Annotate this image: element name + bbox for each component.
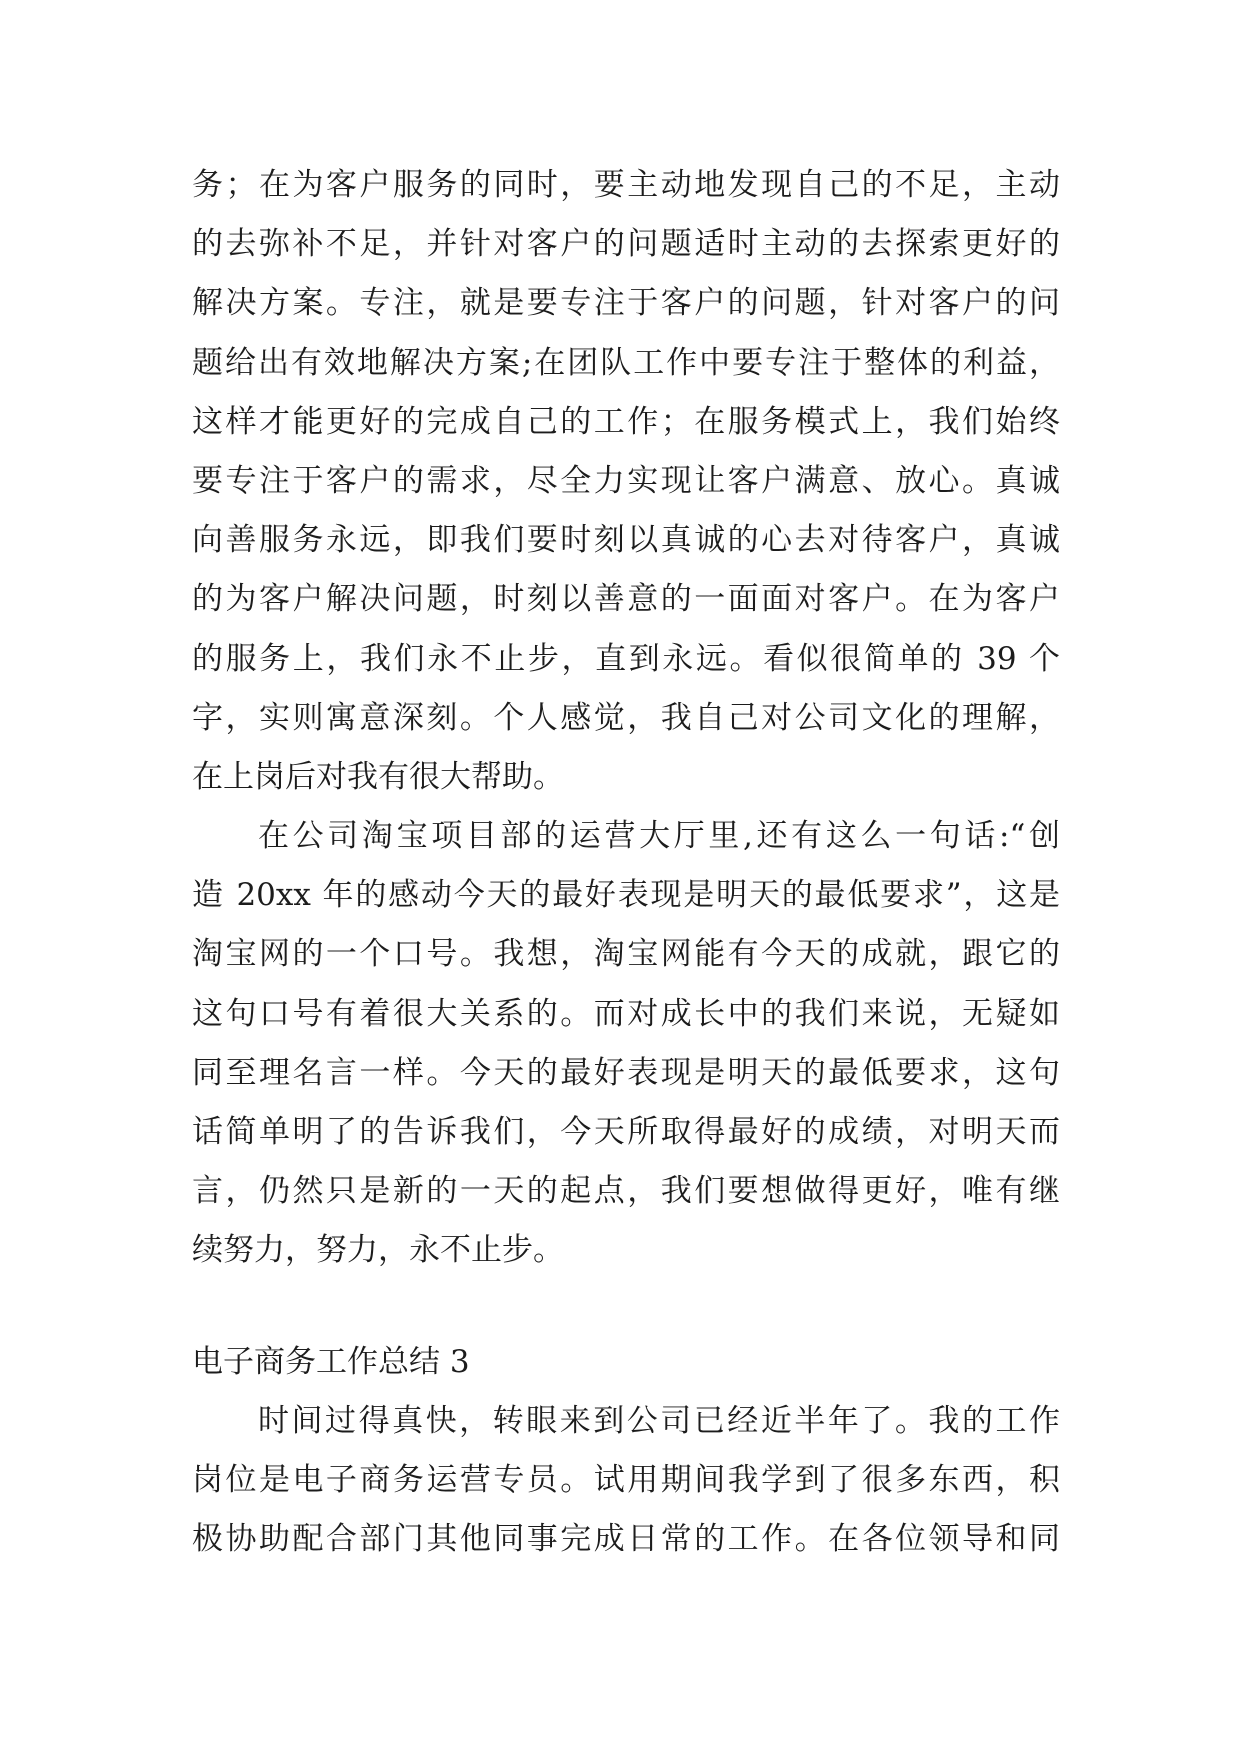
paragraph-2 (192, 807, 1060, 1281)
text-line: 的去弥补不足，并针对客户的问题适时主动的去探索更好的 (192, 226, 1060, 263)
text-line: 向善服务永远，即我们要时刻以真诚的心去对待客户，真诚 (192, 522, 1060, 559)
text-line: 续努力，努力，永不止步。 (192, 1232, 564, 1269)
text-line: 同至理名言一样。今天的最好表现是明天的最低要求，这句 (192, 1054, 1060, 1091)
text-line: 时间过得真快，转眼来到公司已经近半年了。我的工作 (258, 1402, 1060, 1439)
section-heading: 电子商务工作总结 3 (192, 1343, 470, 1380)
text-line: 这样才能更好的完成自己的工作；在服务模式上，我们始终 (192, 403, 1060, 440)
text-line: 务；在为客户服务的同时，要主动地发现自己的不足，主动 (192, 167, 1060, 203)
text-line: 言，仍然只是新的一天的起点，我们要想做得更好，唯有继 (192, 1173, 1060, 1210)
text-line: 极协助配合部门其他同事完成日常的工作。在各位领导和同 (192, 1521, 1060, 1558)
paragraph-3 (192, 1392, 1060, 1570)
text-line: 淘宝网的一个口号。我想，淘宝网能有今天的成就，跟它的 (192, 936, 1060, 973)
paragraph-1 (192, 156, 1060, 807)
text-line: 这句口号有着很大关系的。而对成长中的我们来说，无疑如 (192, 995, 1060, 1032)
text-line: 的为客户解决问题，时刻以善意的一面面对客户。在为客户 (192, 581, 1060, 618)
text-line: 话简单明了的告诉我们，今天所取得最好的成绩，对明天而 (192, 1114, 1060, 1150)
text-line: 岗位是电子商务运营专员。试用期间我学到了很多东西，积 (192, 1461, 1060, 1498)
text-line: 在公司淘宝项目部的运营大厅里,还有这么一句话:“创 (258, 818, 1060, 855)
text-line: 在上岗后对我有很大帮助。 (192, 758, 564, 795)
text-line: 的服务上，我们永不止步，直到永远。看似很简单的 39 个 (192, 640, 1060, 677)
text-line: 要专注于客户的需求，尽全力实现让客户满意、放心。真诚 (192, 462, 1060, 499)
text-line: 字，实则寓意深刻。个人感觉，我自己对公司文化的理解， (192, 699, 1060, 736)
text-line: 题给出有效地解决方案;在团队工作中要专注于整体的利益， (192, 344, 1060, 381)
text-line: 造 20xx 年的感动今天的最好表现是明天的最低要求”，这是 (192, 877, 1060, 914)
text-line: 解决方案。专注，就是要专注于客户的问题，针对客户的问 (192, 285, 1060, 322)
document-body (192, 156, 1060, 1569)
